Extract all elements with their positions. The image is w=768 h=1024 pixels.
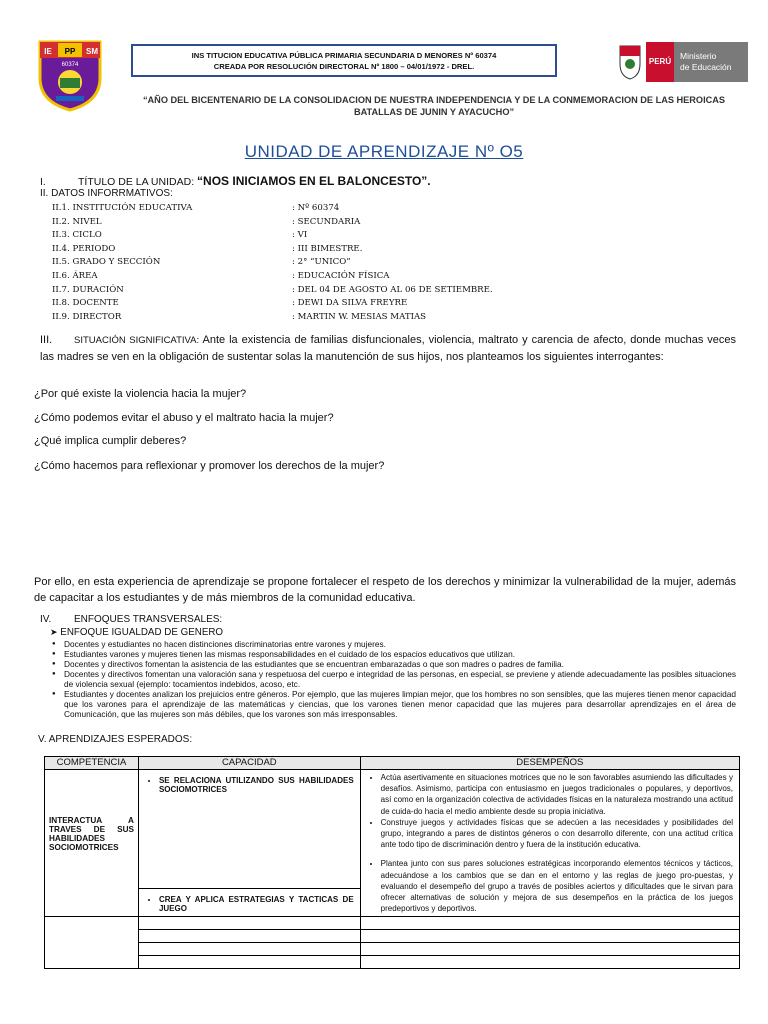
school-resolution: CREADA POR RESOLUCIÓN DIRECTORAL Nº 1800 – 04/01/1972 - DREL. [213, 62, 475, 71]
desempenos-cell [360, 770, 739, 917]
list-item: ● Docentes y directivos fomentan una valoración sana y respetuosa del cuerpo e integridad de las personas, en especial, se previene y atiende adecuadamente las posibles situaciones de violencia sexual (ejemplo: tocamientos indebidos, acoso, etc. [52, 669, 736, 689]
section-number: II. [40, 188, 49, 199]
emblem-number: 60374 [61, 62, 79, 68]
question-3: ¿Qué implica cumplir deberes? [34, 435, 187, 447]
section-title-unit [40, 174, 431, 188]
datos-label: II.5. GRADO Y SECCIÓN [52, 257, 161, 268]
desempeno-item: • Construye juegos y actividades físicas que se adecúen a las necesidades y posibilidades del grupo, integrando a pares de distintos géneros o con desarrollo diferente, con una actitud crítica ante todo tipo de discriminación dentro y fuera de la institución educativa. [381, 817, 733, 851]
section-number: III. [40, 334, 53, 346]
year-name-line-1: “AÑO DEL BICENTENARIO DE LA CONSOLIDACION DE NUESTRA INDEPENDENCIA Y DE LA CONMEMORACION DE LAS HEROICAS [142, 95, 726, 105]
column-header: COMPETENCIA [45, 757, 139, 770]
datos-label: II.4. PERIODO [52, 243, 116, 254]
table-row [45, 770, 740, 889]
question-1: ¿Por qué existe la violencia hacia la mujer? [34, 388, 247, 400]
capacidad-item: • SE RELACIONA UTILIZANDO SUS HABILIDADES SOCIOMOTRICES [159, 776, 354, 794]
year-name [100, 94, 768, 118]
datos-label: II.9. DIRECTOR [52, 311, 122, 322]
ministry-logo [618, 42, 748, 82]
empty-cell [360, 930, 739, 943]
school-header-box [131, 44, 557, 77]
desempeno-item: • Plantea junto con sus pares soluciones estratégicas incorporando elementos técnicos y tácticos, adecuándose a los cambios que se dan en el entorno y las reglas de juego pro-puestas, y evaluando el desempeño del grupo a través de posibles aciertos y dificultades que le sirvan para ofrecer alternativas de solución y mejora de sus desempeños en la práctica de los juegos predeportivos y deportivos. [381, 858, 733, 914]
capacidad-cell [138, 889, 360, 917]
datos-value: : 2° “UNICO” [292, 257, 351, 268]
arrow-icon: ➤ [50, 627, 58, 637]
empty-cell [360, 917, 739, 930]
ministry-name [674, 42, 748, 82]
section-datos [40, 188, 173, 199]
list-item: ● Docentes y directivos fomentan la asistencia de las estudiantes que se encuentran embarazadas o que son madres o padres de familia. [52, 659, 736, 669]
datos-value: : III BIMESTRE. [292, 243, 363, 254]
enfoque-list [52, 639, 736, 719]
datos-value: : MARTIN W. MESIAS MATIAS [292, 311, 427, 322]
question-4: ¿Cómo hacemos para reflexionar y promover los derechos de la mujer? [34, 460, 385, 472]
section-enfoques [40, 614, 222, 625]
capacidad-item: • CREA Y APLICA ESTRATEGIAS Y TACTICAS DE JUEGO [159, 895, 354, 913]
datos-label: II.2. NIVEL [52, 216, 102, 227]
datos-label: II.1. INSTITUCIÓN EDUCATIVA [52, 203, 193, 213]
situacion-text: Ante la existencia de familias disfuncionales, violencia, maltrato y carencia de afecto, donde muchas veces las madres se ven en la obligación de sustentar solas la manutención de sus hijos, nos planteamos los siguientes interrogantes: [40, 334, 737, 363]
section-label: SITUACIÓN SIGNIFICATIVA: [74, 335, 200, 346]
table-header-row [45, 757, 740, 770]
column-header: DESEMPEÑOS [360, 757, 739, 770]
enfoque-label: ENFOQUE IGUALDAD DE GENERO [60, 627, 224, 638]
list-item: ● Estudiantes y docentes analizan los prejuicios entre géneros. Por ejemplo, que las mujeres limpian mejor, que los hombres no son sensibles, que las mujeres tienen menor capacidad que los varones para el aprendizaje de las matemáticas y ciencias, que los varones tienen menor capacidad que las mujeres para desarrollar aprendizajes en el área de Comunicación, que las mujeres son más débiles, que los varones son más irresponsables. [52, 689, 736, 719]
empty-row [45, 930, 740, 943]
ministry-line-2: de Educación [680, 62, 732, 72]
section-label: ENFOQUES TRANSVERSALES: [74, 614, 223, 625]
column-header: CAPACIDAD [138, 757, 360, 770]
enfoque-heading [50, 627, 223, 638]
school-emblem [36, 38, 104, 112]
empty-row [45, 943, 740, 956]
competencia-cell: INTERACTUA A TRAVES DE SUS HABILIDADES SOCIOMOTRICES [45, 770, 139, 917]
empty-cell [45, 917, 139, 969]
emblem-letter-pp: PP [64, 47, 76, 56]
empty-cell [138, 930, 360, 943]
emblem-letter-ie: IE [44, 47, 52, 56]
year-name-line-2: BATALLAS DE JUNIN Y AYACUCHO” [353, 107, 515, 117]
empty-cell [138, 917, 360, 930]
ministry-line-1: Ministerio [680, 51, 717, 61]
empty-row [45, 917, 740, 930]
page-title: UNIDAD DE APRENDIZAJE Nº O5 [244, 142, 524, 161]
datos-label: II.3. CICLO [52, 230, 102, 241]
peru-label: PERÚ [646, 42, 674, 82]
section-number: V. [38, 734, 47, 745]
section-number: IV. [40, 614, 52, 625]
emblem-letter-sm: SM [86, 47, 98, 56]
section-label: DATOS INFORRMATIVOS: [51, 188, 173, 199]
datos-value: : DEWI DA SILVA FREYRE [292, 298, 408, 309]
section-label: APRENDIZAJES ESPERADOS: [48, 734, 193, 745]
section-number: I. [40, 176, 46, 188]
datos-value: : SECUNDARIA [292, 216, 361, 227]
conclusion-paragraph: Por ello, en esta experiencia de aprendizaje se propone fortalecer el respeto de los derechos y minimizar la vulnerabilidad de la mujer, además de capacitar a los estudiantes y de más miembros de la comunidad educativa. [34, 576, 736, 604]
datos-label: II.6. ÁREA [52, 270, 98, 281]
empty-cell [360, 943, 739, 956]
datos-label: II.8. DOCENTE [52, 298, 119, 309]
capacidad-cell [138, 770, 360, 889]
empty-cell [138, 956, 360, 969]
list-item: ● Docentes y estudiantes no hacen distinciones discriminatorias entre varones y mujeres. [52, 639, 736, 649]
peru-shield-icon [618, 44, 642, 80]
section-aprendizajes [38, 734, 192, 745]
empty-row [45, 956, 740, 969]
list-item: ● Estudiantes varones y mujeres tienen las mismas responsabilidades en el cuidado de los espacios educativos que utilizan. [52, 649, 736, 659]
school-name: INS TITUCION EDUCATIVA PÚBLICA PRIMARIA SECUNDARIA D MENORES Nº 60374 [191, 51, 497, 60]
desempeno-item: • Actúa asertivamente en situaciones motrices que no le son favorables asumiendo las dificultades y desafíos. Asimismo, participa con entusiasmo en juegos tradicionales o populares, y deportivos, así como en la organización colectiva de actividades físicas en la naturaleza mostrando una actitud de cuida-do hacia el medio ambiente desde su propia iniciativa. [381, 772, 733, 817]
datos-value: : DEL 04 DE AGOSTO AL 06 DE SETIEMBRE. [292, 284, 493, 295]
section-label: TÍTULO DE LA UNIDAD: [78, 176, 195, 188]
datos-value: : VI [292, 230, 308, 241]
aprendizajes-table [44, 756, 740, 969]
unit-name: “NOS INICIAMOS EN EL BALONCESTO”. [197, 174, 431, 188]
question-2: ¿Cómo podemos evitar el abuso y el maltrato hacia la mujer? [34, 412, 334, 424]
datos-value: : Nº 60374 [292, 203, 340, 213]
empty-cell [138, 943, 360, 956]
datos-value: : EDUCACIÓN FÍSICA [292, 270, 390, 281]
section-situacion [40, 332, 736, 365]
empty-cell [360, 956, 739, 969]
datos-label: II.7. DURACIÓN [52, 284, 124, 295]
